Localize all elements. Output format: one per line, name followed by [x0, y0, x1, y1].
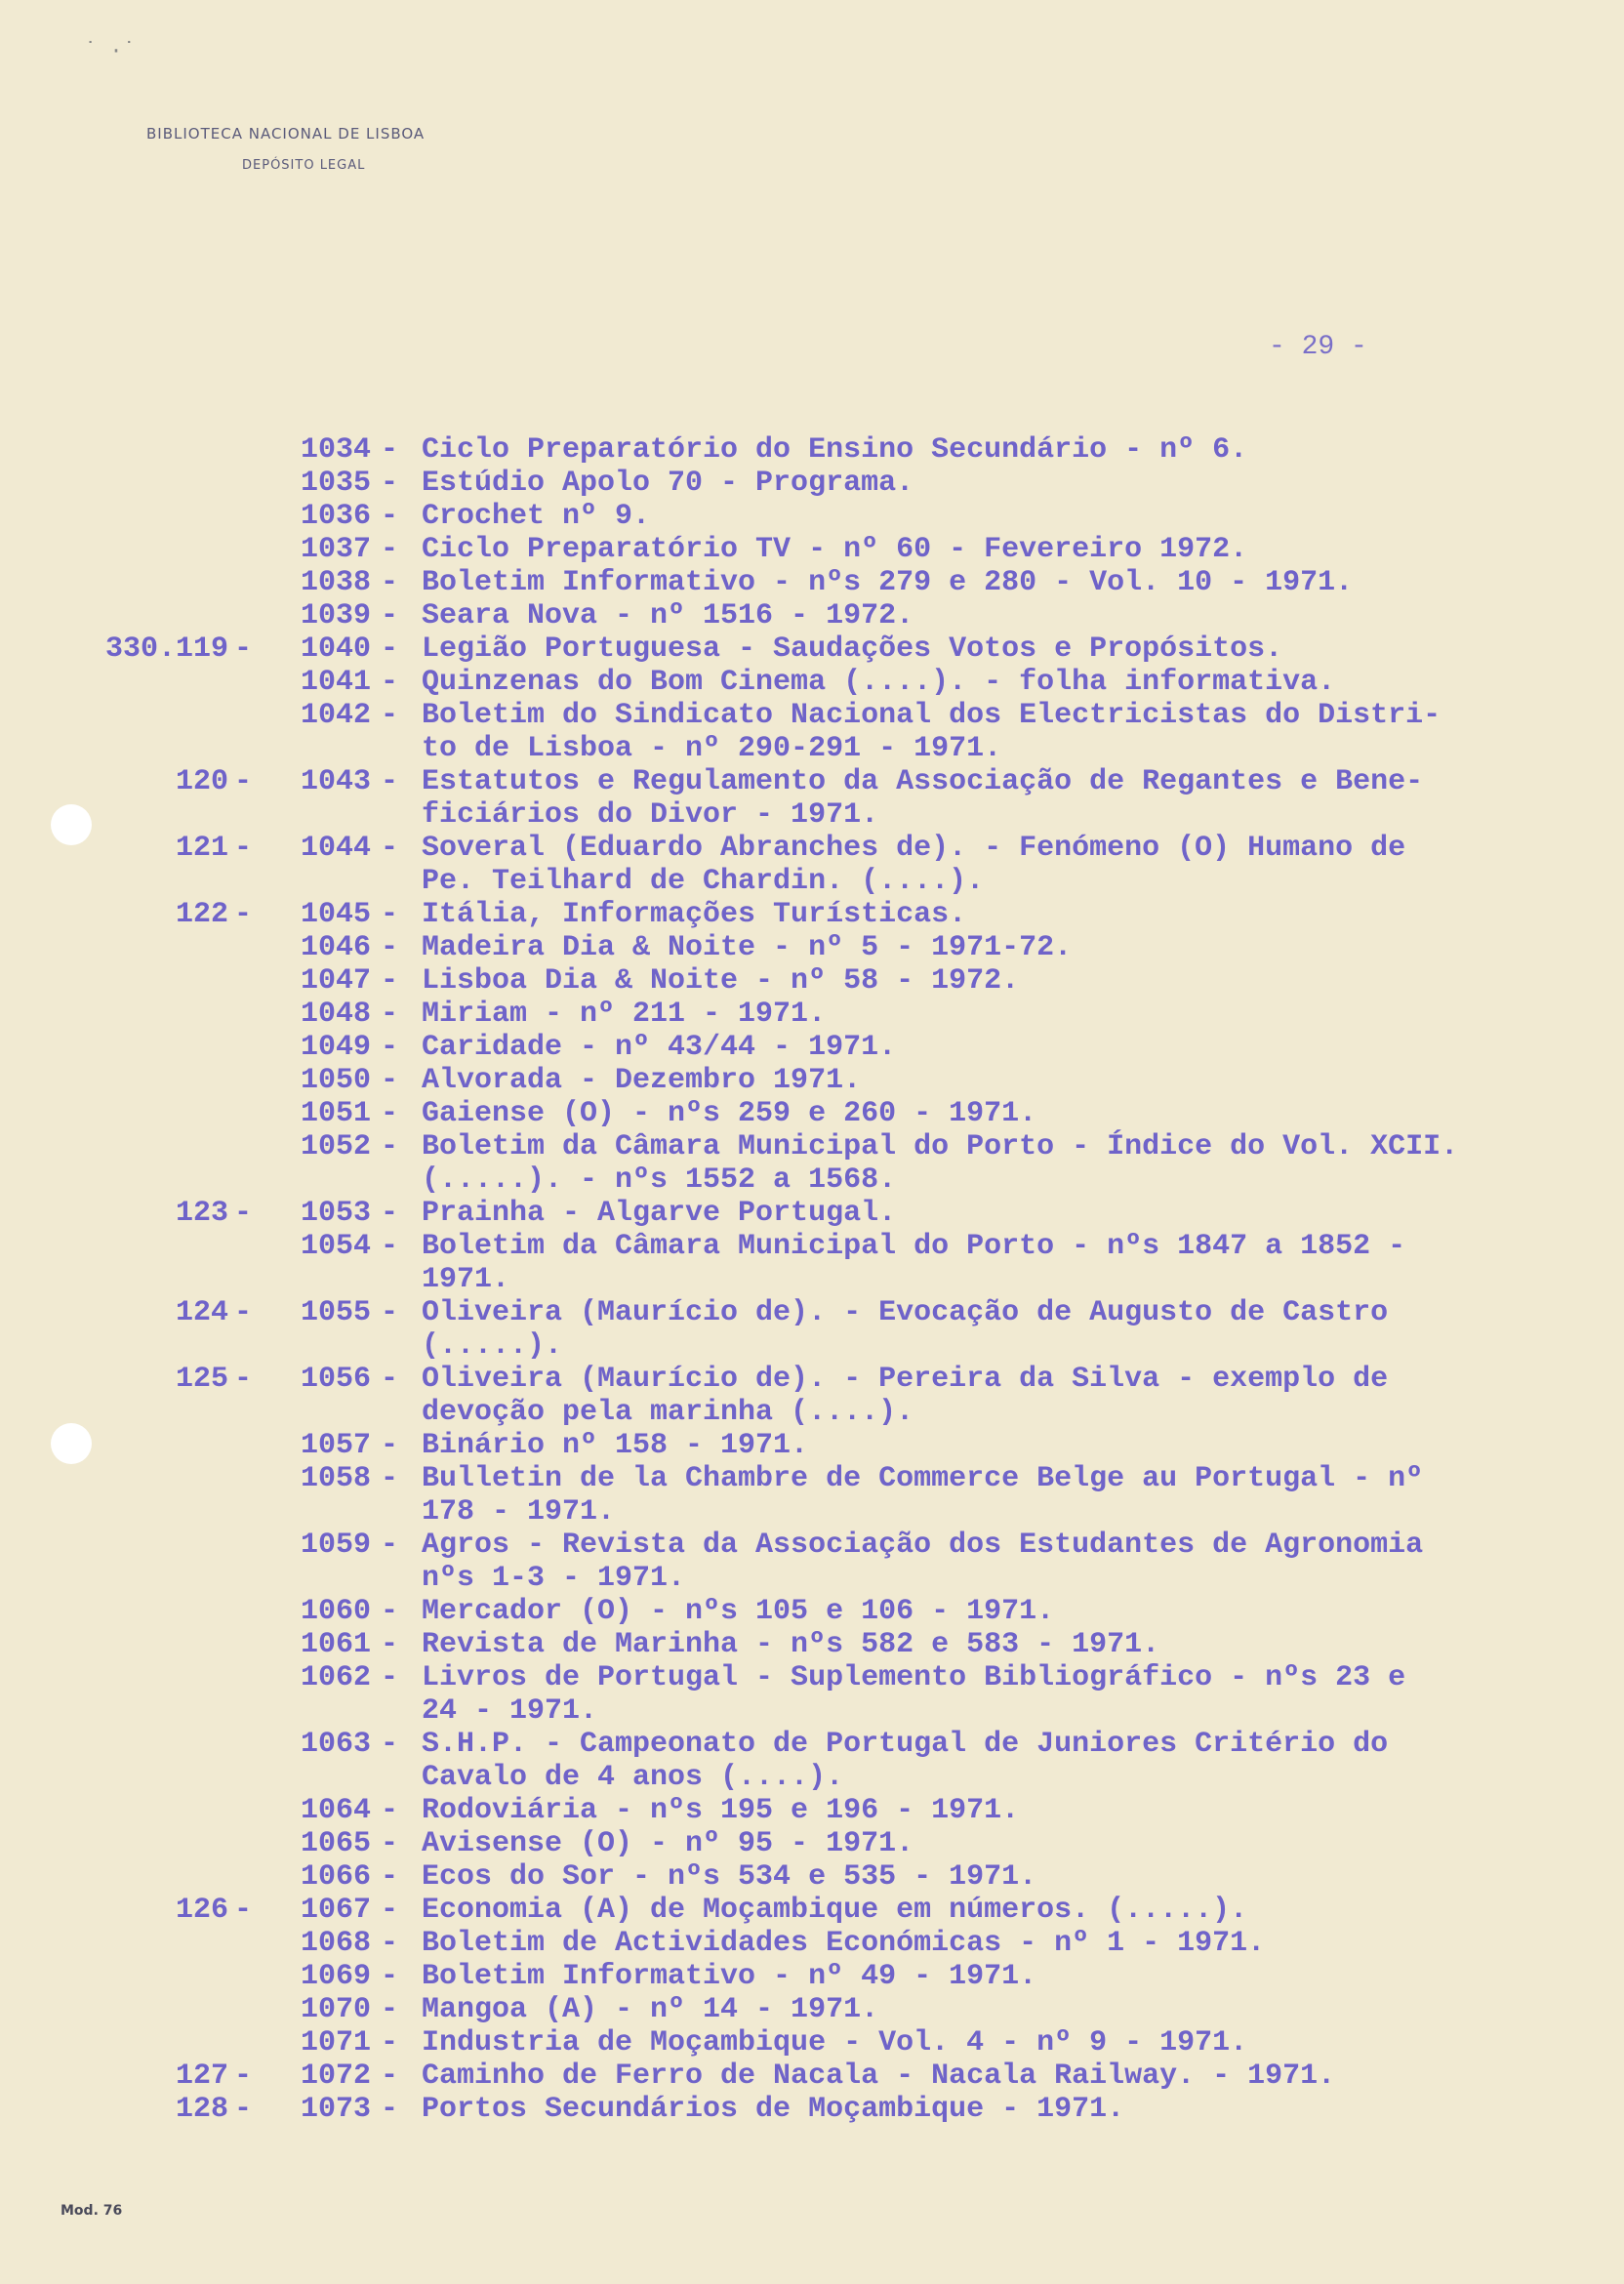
entry-line [0, 1296, 1624, 1329]
separator-dash: - [381, 1960, 399, 1993]
entry-title: Oliveira (Maurício de). - Evocação de Augusto de Castro [422, 1296, 1389, 1329]
separator-dash: - [381, 566, 399, 599]
list-item [0, 1927, 1624, 1960]
list-item [0, 765, 1624, 832]
entry-number: 1056 [300, 1363, 371, 1396]
entry-title: Gaiense (O) - nºs 259 e 260 - 1971. [422, 1097, 1037, 1130]
entry-line [0, 1894, 1624, 1927]
entry-title: Caridade - nº 43/44 - 1971. [422, 1031, 897, 1064]
entry-line [0, 1230, 1624, 1263]
list-item [0, 1197, 1624, 1230]
separator-dash: - [234, 1363, 253, 1396]
entry-line [0, 1031, 1624, 1064]
list-item [0, 1628, 1624, 1661]
list-item [0, 964, 1624, 998]
entry-line [0, 1064, 1624, 1097]
separator-dash: - [381, 533, 399, 566]
entry-number: 1039 [300, 599, 371, 632]
entry-title-continued: Pe. Teilhard de Chardin. (....). [422, 865, 985, 898]
separator-dash: - [381, 632, 399, 666]
separator-dash: - [381, 998, 399, 1031]
entry-title: Boletim de Actividades Económicas - nº 1 - 1971. [422, 1927, 1266, 1960]
entry-title-continued: to de Lisboa - nº 290-291 - 1971. [422, 732, 1002, 765]
entry-line [0, 931, 1624, 964]
entry-number: 1062 [300, 1661, 371, 1694]
entry-line [0, 1097, 1624, 1130]
entry-title-continued: 1971. [422, 1263, 510, 1296]
list-item [0, 699, 1624, 765]
list-item [0, 1429, 1624, 1462]
entry-line [0, 2060, 1624, 2093]
entry-list [0, 433, 1624, 2126]
entry-line [0, 433, 1624, 467]
entry-title-continued: 178 - 1971. [422, 1495, 616, 1529]
list-item [0, 566, 1624, 599]
call-number: 125 [175, 1363, 228, 1396]
entry-title: Bulletin de la Chambre de Commerce Belge au Portugal - nº [422, 1462, 1424, 1495]
entry-title: Mangoa (A) - nº 14 - 1971. [422, 1993, 879, 2026]
separator-dash: - [234, 832, 253, 865]
separator-dash: - [381, 1794, 399, 1827]
list-item [0, 2026, 1624, 2060]
separator-dash: - [381, 1230, 399, 1263]
separator-dash: - [381, 1197, 399, 1230]
entry-line [0, 1960, 1624, 1993]
entry-line [0, 599, 1624, 632]
entry-line [0, 1363, 1624, 1396]
list-item [0, 1894, 1624, 1927]
entry-continuation-line [0, 1263, 1624, 1296]
entry-number: 1065 [300, 1827, 371, 1860]
entry-title-continued: nºs 1-3 - 1971. [422, 1562, 686, 1595]
entry-title: Ciclo Preparatório do Ensino Secundário - nº 6. [422, 433, 1248, 467]
entry-title: Miriam - nº 211 - 1971. [422, 998, 827, 1031]
entry-number: 1064 [300, 1794, 371, 1827]
entry-title: Itália, Informações Turísticas. [422, 898, 967, 931]
entry-title: Madeira Dia & Noite - nº 5 - 1971-72. [422, 931, 1073, 964]
list-item [0, 1230, 1624, 1296]
entry-number: 1059 [300, 1529, 371, 1562]
list-item [0, 898, 1624, 931]
entry-line [0, 765, 1624, 798]
entry-title: Prainha - Algarve Portugal. [422, 1197, 897, 1230]
entry-line [0, 1595, 1624, 1628]
corner-mark: ˙ ·˙ [84, 39, 136, 63]
separator-dash: - [381, 1927, 399, 1960]
list-item [0, 1728, 1624, 1794]
separator-dash: - [381, 1296, 399, 1329]
entry-line [0, 533, 1624, 566]
separator-dash: - [234, 1296, 253, 1329]
entry-title: Oliveira (Maurício de). - Pereira da Silva - exemplo de [422, 1363, 1389, 1396]
entry-title: Avisense (O) - nº 95 - 1971. [422, 1827, 914, 1860]
entry-number: 1036 [300, 500, 371, 533]
separator-dash: - [381, 1529, 399, 1562]
separator-dash: - [234, 2060, 253, 2093]
list-item [0, 931, 1624, 964]
separator-dash: - [234, 2093, 253, 2126]
entry-title: Legião Portuguesa - Saudações Votos e Propósitos. [422, 632, 1283, 666]
separator-dash: - [381, 1429, 399, 1462]
entry-number: 1041 [300, 666, 371, 699]
separator-dash: - [381, 599, 399, 632]
entry-number: 1070 [300, 1993, 371, 2026]
separator-dash: - [381, 1993, 399, 2026]
call-number: 330.119 [104, 632, 228, 666]
entry-line [0, 1529, 1624, 1562]
separator-dash: - [381, 1064, 399, 1097]
entry-continuation-line [0, 1396, 1624, 1429]
separator-dash: - [234, 1894, 253, 1927]
entry-line [0, 1429, 1624, 1462]
entry-line [0, 666, 1624, 699]
entry-title: Boletim da Câmara Municipal do Porto - Índice do Vol. XCII. [422, 1130, 1459, 1163]
list-item [0, 467, 1624, 500]
entry-number: 1051 [300, 1097, 371, 1130]
entry-title: Quinzenas do Bom Cinema (....). - folha informativa. [422, 666, 1336, 699]
separator-dash: - [381, 2093, 399, 2126]
entry-line [0, 500, 1624, 533]
list-item [0, 2060, 1624, 2093]
entry-continuation-line [0, 1761, 1624, 1794]
entry-line [0, 1993, 1624, 2026]
entry-line [0, 964, 1624, 998]
entry-title: Boletim Informativo - nº 49 - 1971. [422, 1960, 1037, 1993]
separator-dash: - [381, 1363, 399, 1396]
entry-line [0, 632, 1624, 666]
separator-dash: - [234, 632, 253, 666]
entry-title: Caminho de Ferro de Nacala - Nacala Railway. - 1971. [422, 2060, 1336, 2093]
separator-dash: - [381, 931, 399, 964]
entry-title: Rodoviária - nºs 195 e 196 - 1971. [422, 1794, 1020, 1827]
entry-continuation-line [0, 1495, 1624, 1529]
entry-number: 1060 [300, 1595, 371, 1628]
entry-line [0, 1728, 1624, 1761]
separator-dash: - [381, 1860, 399, 1894]
list-item [0, 1097, 1624, 1130]
entry-number: 1040 [300, 632, 371, 666]
entry-continuation-line [0, 1163, 1624, 1197]
call-number: 124 [175, 1296, 228, 1329]
entry-continuation-line [0, 1562, 1624, 1595]
entry-title-continued: ficiários do Divor - 1971. [422, 798, 879, 832]
entry-title: Industria de Moçambique - Vol. 4 - nº 9 - 1971. [422, 2026, 1248, 2060]
institution-header: BIBLIOTECA NACIONAL DE LISBOA [146, 125, 426, 143]
entry-title-continued: 24 - 1971. [422, 1694, 598, 1728]
entry-title: Alvorada - Dezembro 1971. [422, 1064, 862, 1097]
call-number: 126 [175, 1894, 228, 1927]
list-item [0, 1529, 1624, 1595]
call-number: 121 [175, 832, 228, 865]
separator-dash: - [381, 1661, 399, 1694]
separator-dash: - [381, 467, 399, 500]
entry-title-continued: (.....). - nºs 1552 a 1568. [422, 1163, 897, 1197]
entry-title: Economia (A) de Moçambique em números. (.....). [422, 1894, 1248, 1927]
entry-title: Livros de Portugal - Suplemento Bibliográfico - nºs 23 e [422, 1661, 1406, 1694]
separator-dash: - [234, 898, 253, 931]
page-number: - 29 - [1269, 332, 1367, 362]
separator-dash: - [381, 699, 399, 732]
entry-title: Seara Nova - nº 1516 - 1972. [422, 599, 914, 632]
entry-number: 1058 [300, 1462, 371, 1495]
entry-number: 1052 [300, 1130, 371, 1163]
list-item [0, 1794, 1624, 1827]
entry-number: 1057 [300, 1429, 371, 1462]
list-item [0, 533, 1624, 566]
separator-dash: - [381, 832, 399, 865]
entry-continuation-line [0, 1329, 1624, 1363]
entry-title: Estúdio Apolo 70 - Programa. [422, 467, 914, 500]
entry-line [0, 566, 1624, 599]
entry-title: Soveral (Eduardo Abranches de). - Fenómeno (O) Humano de [422, 832, 1406, 865]
entry-line [0, 1197, 1624, 1230]
entry-line [0, 1794, 1624, 1827]
list-item [0, 500, 1624, 533]
entry-number: 1050 [300, 1064, 371, 1097]
entry-number: 1053 [300, 1197, 371, 1230]
entry-number: 1069 [300, 1960, 371, 1993]
entry-title: Agros - Revista da Associação dos Estudantes de Agronomia [422, 1529, 1424, 1562]
entry-line [0, 467, 1624, 500]
department-header: DEPÓSITO LEGAL [242, 158, 366, 173]
entry-continuation-line [0, 732, 1624, 765]
list-item [0, 1462, 1624, 1529]
entry-line [0, 699, 1624, 732]
separator-dash: - [381, 433, 399, 467]
call-number: 128 [175, 2093, 228, 2126]
entry-number: 1043 [300, 765, 371, 798]
list-item [0, 2093, 1624, 2126]
entry-number: 1046 [300, 931, 371, 964]
call-number: 127 [175, 2060, 228, 2093]
list-item [0, 1827, 1624, 1860]
list-item [0, 632, 1624, 666]
entry-line [0, 1860, 1624, 1894]
separator-dash: - [381, 1097, 399, 1130]
separator-dash: - [381, 500, 399, 533]
entry-number: 1035 [300, 467, 371, 500]
entry-number: 1038 [300, 566, 371, 599]
list-item [0, 1860, 1624, 1894]
list-item [0, 1064, 1624, 1097]
entry-line [0, 1462, 1624, 1495]
entry-continuation-line [0, 1694, 1624, 1728]
list-item [0, 666, 1624, 699]
separator-dash: - [381, 1827, 399, 1860]
list-item [0, 1960, 1624, 1993]
list-item [0, 1130, 1624, 1197]
entry-line [0, 832, 1624, 865]
separator-dash: - [381, 1628, 399, 1661]
entry-title: Portos Secundários de Moçambique - 1971. [422, 2093, 1125, 2126]
entry-continuation-line [0, 865, 1624, 898]
entry-number: 1047 [300, 964, 371, 998]
list-item [0, 1993, 1624, 2026]
list-item [0, 433, 1624, 467]
entry-line [0, 2026, 1624, 2060]
entry-title-continued: (.....). [422, 1329, 563, 1363]
entry-line [0, 898, 1624, 931]
entry-number: 1049 [300, 1031, 371, 1064]
entry-number: 1048 [300, 998, 371, 1031]
list-item [0, 1296, 1624, 1363]
entry-number: 1066 [300, 1860, 371, 1894]
entry-line [0, 2093, 1624, 2126]
entry-title: Ecos do Sor - nºs 534 e 535 - 1971. [422, 1860, 1037, 1894]
entry-title: Estatutos e Regulamento da Associação de Regantes e Bene- [422, 765, 1424, 798]
entry-number: 1054 [300, 1230, 371, 1263]
list-item [0, 599, 1624, 632]
list-item [0, 1595, 1624, 1628]
separator-dash: - [234, 1197, 253, 1230]
entry-line [0, 1827, 1624, 1860]
entry-title: Boletim do Sindicato Nacional dos Electricistas do Distri- [422, 699, 1441, 732]
entry-line [0, 1927, 1624, 1960]
separator-dash: - [381, 1595, 399, 1628]
entry-title: Boletim da Câmara Municipal do Porto - nºs 1847 a 1852 - [422, 1230, 1406, 1263]
separator-dash: - [381, 666, 399, 699]
entry-number: 1055 [300, 1296, 371, 1329]
separator-dash: - [234, 765, 253, 798]
entry-title-continued: Cavalo de 4 anos (....). [422, 1761, 844, 1794]
list-item [0, 998, 1624, 1031]
entry-number: 1072 [300, 2060, 371, 2093]
form-number: Mod. 76 [61, 2203, 123, 2219]
separator-dash: - [381, 1728, 399, 1761]
entry-title: Crochet nº 9. [422, 500, 651, 533]
entry-line [0, 1628, 1624, 1661]
entry-title: Mercador (O) - nºs 105 e 106 - 1971. [422, 1595, 1055, 1628]
separator-dash: - [381, 964, 399, 998]
entry-number: 1071 [300, 2026, 371, 2060]
entry-number: 1045 [300, 898, 371, 931]
entry-title: Binário nº 158 - 1971. [422, 1429, 809, 1462]
entry-number: 1034 [300, 433, 371, 467]
list-item [0, 832, 1624, 898]
entry-line [0, 1661, 1624, 1694]
entry-title: Revista de Marinha - nºs 582 e 583 - 1971. [422, 1628, 1160, 1661]
separator-dash: - [381, 2026, 399, 2060]
entry-title: Boletim Informativo - nºs 279 e 280 - Vol. 10 - 1971. [422, 566, 1354, 599]
separator-dash: - [381, 2060, 399, 2093]
separator-dash: - [381, 1894, 399, 1927]
entry-continuation-line [0, 798, 1624, 832]
list-item [0, 1363, 1624, 1429]
separator-dash: - [381, 1130, 399, 1163]
separator-dash: - [381, 1462, 399, 1495]
list-item [0, 1661, 1624, 1728]
call-number: 120 [175, 765, 228, 798]
entry-number: 1067 [300, 1894, 371, 1927]
entry-title: S.H.P. - Campeonato de Portugal de Juniores Critério do [422, 1728, 1389, 1761]
entry-title: Ciclo Preparatório TV - nº 60 - Fevereiro 1972. [422, 533, 1248, 566]
entry-number: 1073 [300, 2093, 371, 2126]
entry-number: 1042 [300, 699, 371, 732]
list-item [0, 1031, 1624, 1064]
separator-dash: - [381, 765, 399, 798]
entry-title-continued: devoção pela marinha (....). [422, 1396, 914, 1429]
entry-number: 1061 [300, 1628, 371, 1661]
entry-line [0, 998, 1624, 1031]
call-number: 123 [175, 1197, 228, 1230]
separator-dash: - [381, 1031, 399, 1064]
entry-number: 1068 [300, 1927, 371, 1960]
entry-number: 1037 [300, 533, 371, 566]
entry-line [0, 1130, 1624, 1163]
separator-dash: - [381, 898, 399, 931]
call-number: 122 [175, 898, 228, 931]
entry-title: Lisboa Dia & Noite - nº 58 - 1972. [422, 964, 1020, 998]
entry-number: 1044 [300, 832, 371, 865]
entry-number: 1063 [300, 1728, 371, 1761]
